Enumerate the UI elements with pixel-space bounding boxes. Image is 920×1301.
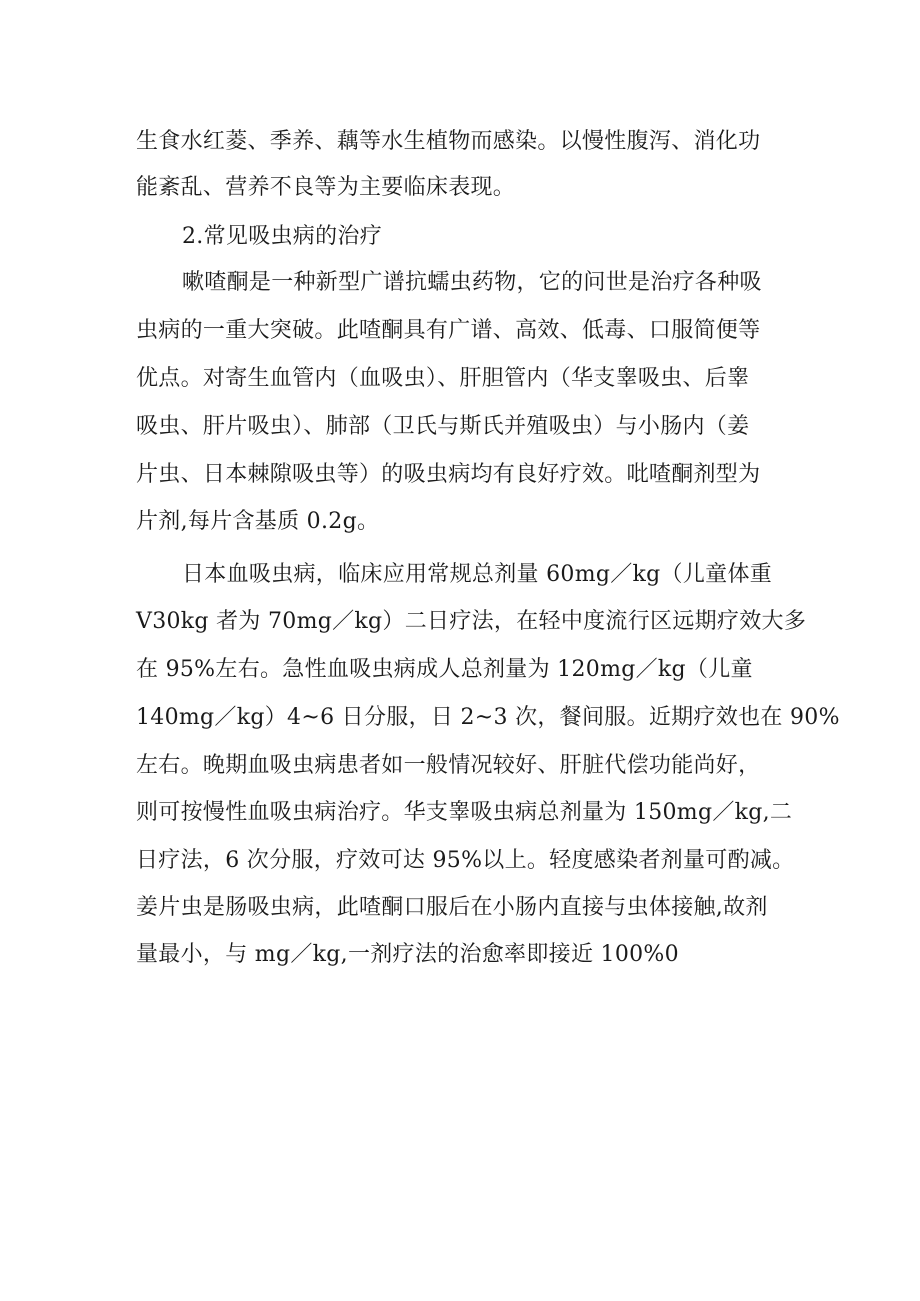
text-line-2: 能紊乱、营养不良等为主要临床表现。 (136, 175, 516, 200)
paragraph-1-line-5: 片虫、日本棘隙吸虫等）的吸虫病均有良好疗效。吡喳酮剂型为 (136, 462, 761, 487)
paragraph-2-line-1: 日本血吸虫病，临床应用常规总剂量 60mg／kg（儿童体重 (182, 562, 773, 587)
paragraph-2-line-9: 量最小，与 mg／kg,一剂疗法的治愈率即接近 100%0 (136, 942, 679, 967)
section-heading: 2.常见吸虫病的治疗 (182, 224, 382, 249)
paragraph-2-line-2: V30kg 者为 70mg／kg）二日疗法，在轻中度流行区远期疗效大多 (136, 609, 807, 634)
paragraph-1-line-1: 嗽喳酮是一种新型广谱抗蠕虫药物，它的问世是治疗各种吸 (182, 270, 762, 295)
paragraph-2-line-7: 日疗法，6 次分服，疗效可达 95%以上。轻度感染者剂量可酌减。 (136, 848, 795, 873)
paragraph-2-line-6: 则可按慢性血吸虫病治疗。华支睾吸虫病总剂量为 150mg／kg,二 (136, 800, 793, 825)
paragraph-1-line-6: 片剂,每片含基质 0.2g。 (136, 509, 380, 534)
paragraph-1-line-3: 优点。对寄生血管内（血吸虫）、肝胆管内（华支睾吸虫、后睾 (136, 366, 750, 391)
paragraph-2-line-4: 140mg／kg）4~6 日分服，日 2~3 次，餐间服。近期疗效也在 90% (136, 705, 840, 730)
paragraph-1-line-4: 吸虫、肝片吸虫）、肺部（卫氏与斯氏并殖吸虫）与小肠内（姜 (136, 414, 750, 439)
paragraph-2-line-5: 左右。晚期血吸虫病患者如一般情况较好、肝脏代偿功能尚好， (136, 753, 761, 778)
paragraph-1-line-2: 虫病的一重大突破。此喳酮具有广谱、高效、低毒、口服简便等 (136, 318, 761, 343)
paragraph-2-line-3: 在 95%左右。急性血吸虫病成人总剂量为 120mg／kg（儿童 (136, 657, 753, 682)
text-line-1: 生食水红菱、季养、藕等水生植物而感染。以慢性腹泻、消化功 (136, 129, 761, 154)
paragraph-2-line-8: 姜片虫是肠吸虫病，此喳酮口服后在小肠内直接与虫体接触,故剂 (136, 895, 768, 920)
